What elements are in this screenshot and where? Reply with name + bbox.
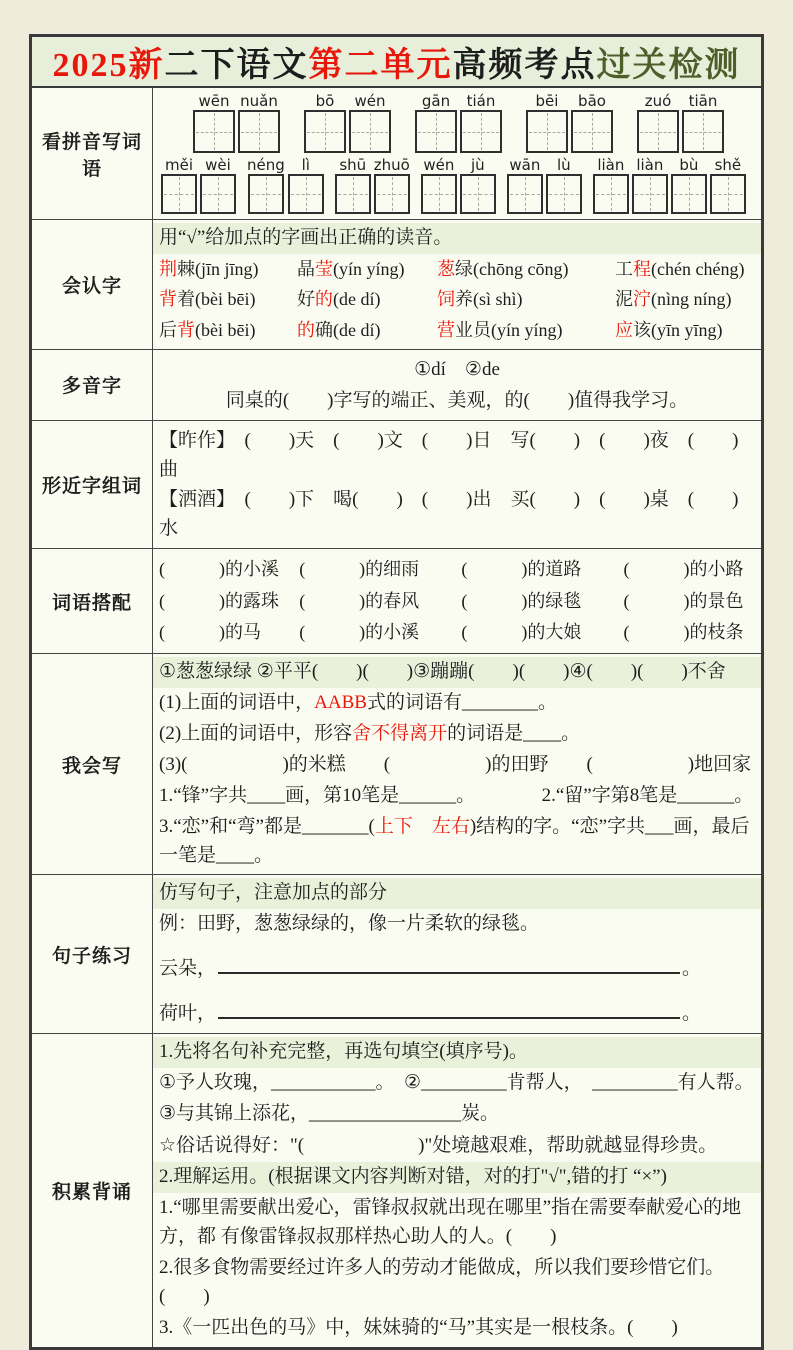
pinyin-box-cell	[304, 93, 346, 153]
xie-question-4: 1.“锋”字共____画，第10笔是______。 2.“留”字第8笔是______。	[159, 784, 754, 806]
text-segment: 舍不得离开	[352, 723, 448, 745]
pinyin-row-2	[153, 155, 761, 216]
text-segment: 式的词语有________。	[366, 692, 557, 714]
xingjin-line: 【昨作】 ( )天 ( )文 ( )日 写( ) ( )夜 ( )曲	[159, 429, 739, 480]
blank-suffix: 。	[682, 1002, 702, 1024]
text-segment: 的	[297, 319, 315, 340]
pinyin-label: tián	[466, 92, 496, 110]
text-segment: 上下 左右	[374, 815, 470, 837]
section-recognize-chars	[32, 220, 761, 350]
text-segment: (1)上面的词语中，	[159, 692, 315, 714]
collocation-item: ( )的绿毯	[461, 590, 582, 611]
pinyin-group	[415, 93, 502, 153]
collocation-item: ( )的小溪	[159, 559, 279, 580]
xie-question-1	[153, 688, 761, 719]
jilei-proverb: ☆俗话说得好："( )"处境越艰难，帮助就越显得珍贵。	[159, 1135, 718, 1157]
text-segment: 的词语是____。	[447, 723, 581, 745]
section-pinyin-words	[32, 88, 761, 220]
writing-box[interactable]	[421, 174, 457, 214]
jilei-fill-2: ③与其锦上添花，________________炭。	[159, 1102, 500, 1124]
jilei-judge-2: 2.很多食物需要经过许多人的劳动才能做成，所以我们要珍惜它们。( )	[159, 1256, 725, 1307]
section-label-jilei: 积累背诵	[32, 1034, 153, 1347]
word-entry	[437, 317, 587, 344]
writing-box[interactable]	[374, 174, 410, 214]
pinyin-box-cell	[421, 157, 457, 214]
pinyin-label: nuǎn	[240, 92, 278, 110]
pinyin-label: zuó	[644, 92, 672, 110]
text-segment: 确(de dí)	[315, 319, 381, 340]
writing-box[interactable]	[593, 174, 629, 214]
section-writing	[32, 654, 761, 875]
xie-question-5	[153, 812, 761, 872]
collocation-item: ( )的大娘	[461, 621, 582, 642]
writing-box[interactable]	[710, 174, 746, 214]
pinyin-group	[193, 93, 280, 153]
text-segment: 该(yīn yīng)	[633, 319, 723, 340]
pinyin-box-cell	[349, 93, 391, 153]
section-polyphone	[32, 350, 761, 421]
section-label-duoyin: 多音字	[32, 350, 153, 420]
pinyin-content	[153, 88, 761, 219]
pinyin-label: bēi	[535, 92, 559, 110]
pinyin-group	[335, 157, 410, 214]
word-entry	[615, 256, 761, 283]
text-segment: 棘(jīn jīng)	[177, 258, 259, 279]
pinyin-group	[161, 157, 236, 214]
juzi-example: 例：田野，葱葱绿绿的，像一片柔软的绿毯。	[159, 913, 540, 935]
juzi-blank-line-1	[153, 953, 761, 985]
text-segment: 业员(yín yíng)	[455, 319, 563, 340]
dapei-grid	[153, 552, 761, 650]
pinyin-label: gān	[421, 92, 451, 110]
jilei-fill-1: ①予人玫瑰，___________。 ②_________肯帮人， _________有人帮。	[159, 1071, 754, 1093]
pinyin-group	[593, 157, 746, 214]
pinyin-box-cell	[526, 93, 568, 153]
pinyin-group	[507, 157, 582, 214]
pinyin-box-cell	[460, 93, 502, 153]
word-entry	[297, 286, 409, 313]
pinyin-group	[421, 157, 496, 214]
word-entry	[159, 317, 269, 344]
pinyin-label: shě	[714, 156, 742, 174]
pinyin-label: lì	[301, 156, 310, 174]
pinyin-label: wén	[354, 92, 386, 110]
xie-question-2	[153, 719, 761, 750]
text-segment: (nìng níng)	[651, 289, 732, 310]
writing-box[interactable]	[288, 174, 324, 214]
pinyin-label: měi	[164, 156, 193, 174]
word-entry	[615, 317, 761, 344]
writing-box[interactable]	[571, 110, 613, 153]
section-label-xingjin: 形近字组词	[32, 421, 153, 549]
writing-box[interactable]	[200, 174, 236, 214]
text-segment: 泞	[633, 289, 651, 310]
xingjin-line: 【洒酒】 ( )下 喝( ) ( )出 买( ) ( )桌 ( )水	[159, 489, 739, 540]
juzi-content	[153, 875, 761, 1032]
collocation-item: ( )的露珠	[159, 590, 279, 611]
pinyin-box-cell	[637, 93, 679, 153]
pinyin-box-cell	[671, 157, 707, 214]
renzi-content	[153, 220, 761, 349]
duoyin-options: ①dí ②de	[414, 358, 500, 380]
dapei-content	[153, 549, 761, 653]
text-segment: AABB	[314, 692, 367, 714]
renzi-grid	[153, 254, 761, 346]
xie-words-line: ①葱葱绿绿 ②平平( )( )③蹦蹦( )( )④( )( )不舍	[153, 657, 761, 688]
writing-box[interactable]	[632, 174, 668, 214]
text-segment: 后	[159, 319, 177, 340]
answer-blank[interactable]	[218, 954, 680, 974]
pinyin-group	[304, 93, 391, 153]
pinyin-group	[526, 93, 613, 153]
text-segment: 背	[177, 319, 195, 340]
section-collocation	[32, 549, 761, 654]
xie-question-3: (3)( )的米糕 ( )的田野 ( )地回家	[159, 753, 752, 775]
writing-box[interactable]	[415, 110, 457, 153]
xie-content	[153, 654, 761, 874]
text-segment: 饲	[437, 289, 455, 310]
pinyin-box-cell	[288, 157, 324, 214]
pinyin-box-cell	[460, 157, 496, 214]
writing-box[interactable]	[335, 174, 371, 214]
text-segment: 2025新	[52, 47, 165, 84]
text-segment: 背	[159, 289, 177, 310]
pinyin-group	[637, 93, 724, 153]
writing-box[interactable]	[546, 174, 582, 214]
writing-box[interactable]	[304, 110, 346, 153]
section-similar-chars	[32, 421, 761, 550]
text-segment: 二下语文	[164, 47, 309, 84]
juzi-instruction: 仿写句子，注意加点的部分	[153, 878, 761, 909]
word-entry	[159, 256, 269, 283]
text-segment: 3.“恋”和“弯”都是_______(	[159, 815, 375, 837]
pinyin-box-cell	[247, 157, 285, 214]
text-segment: 营	[437, 319, 455, 340]
writing-box[interactable]	[238, 110, 280, 153]
pinyin-label: zhuō	[373, 156, 410, 174]
writing-box[interactable]	[248, 174, 284, 214]
writing-box[interactable]	[507, 174, 543, 214]
writing-box[interactable]	[671, 174, 707, 214]
duoyin-sentence: 同桌的( )字写的端正、美观，的( )值得我学习。	[225, 389, 689, 411]
collocation-item: ( )的小溪	[299, 621, 420, 642]
blank-prefix: 云朵，	[159, 958, 217, 980]
section-label-pinyin: 看拼音写词语	[32, 88, 153, 219]
renzi-instruction: 用“√”给加点的字画出正确的读音。	[153, 223, 761, 254]
pinyin-box-cell	[238, 93, 280, 153]
pinyin-label: liàn	[597, 156, 625, 174]
text-segment: (2)上面的词语中，形容	[159, 723, 353, 745]
jilei-judge-1: 1.“哪里需要献出爱心，雷锋叔叔就出现在哪里”指在需要奉献爱心的地方，都 有像雷锋叔叔那样热心助人的人。( )	[159, 1197, 742, 1248]
text-segment: 好	[297, 289, 315, 310]
collocation-item: ( )的小路	[623, 559, 744, 580]
pinyin-group	[247, 157, 324, 214]
collocation-item: ( )的春风	[299, 590, 420, 611]
pinyin-label: jù	[471, 156, 485, 174]
pinyin-box-cell	[571, 93, 613, 153]
text-segment: (bèi bēi)	[195, 319, 256, 340]
section-accumulate-recite	[32, 1034, 761, 1347]
collocation-item: ( )的细雨	[299, 559, 420, 580]
text-segment: 绿(chōng cōng)	[455, 258, 569, 279]
text-segment: 应	[615, 319, 633, 340]
text-segment: 第二单元	[308, 47, 453, 84]
writing-box[interactable]	[349, 110, 391, 153]
pinyin-row-1	[153, 91, 761, 155]
word-entry	[437, 286, 587, 313]
text-segment: 泥	[615, 289, 633, 310]
text-segment: 过关检测	[596, 47, 741, 84]
pinyin-box-cell	[374, 157, 410, 214]
pinyin-box-cell	[710, 157, 746, 214]
duoyin-content	[153, 350, 761, 420]
text-segment: 的	[315, 289, 333, 310]
word-entry	[615, 286, 761, 313]
jilei-judge-3: 3.《一匹出色的马》中，妹妹骑的“马”其实是一根枝条。( )	[159, 1316, 678, 1338]
word-entry	[297, 256, 409, 283]
pinyin-box-cell	[593, 157, 629, 214]
pinyin-label: wèi	[205, 156, 231, 174]
pinyin-box-cell	[507, 157, 543, 214]
word-entry	[159, 286, 269, 313]
pinyin-label: liàn	[636, 156, 664, 174]
writing-box[interactable]	[526, 110, 568, 153]
word-entry	[297, 317, 409, 344]
juzi-blank-line-2	[153, 998, 761, 1030]
text-segment: 工	[615, 258, 633, 279]
pinyin-label: wān	[509, 156, 541, 174]
writing-box[interactable]	[193, 110, 235, 153]
answer-blank[interactable]	[218, 999, 680, 1019]
pinyin-box-cell	[632, 157, 668, 214]
pinyin-box-cell	[546, 157, 582, 214]
text-segment: (yín yíng)	[333, 258, 405, 279]
collocation-item: ( )的马	[159, 621, 261, 642]
jilei-instruction-1: 1.先将名句补充完整，再选句填空(填序号)。	[153, 1037, 761, 1068]
collocation-item: ( )的枝条	[623, 621, 744, 642]
word-entry	[437, 256, 587, 283]
pinyin-label: bù	[679, 156, 699, 174]
jilei-instruction-2: 2.理解运用。(根据课文内容判断对错，对的打"√",错的打 “×”)	[153, 1162, 761, 1193]
text-segment: 莹	[315, 258, 333, 279]
page-title	[32, 37, 761, 88]
pinyin-label: tiān	[688, 92, 718, 110]
text-segment: (chén chéng)	[651, 258, 745, 279]
blank-prefix: 荷叶，	[159, 1002, 217, 1024]
writing-box[interactable]	[682, 110, 724, 153]
pinyin-label: wén	[423, 156, 455, 174]
text-segment: 高频考点	[452, 47, 597, 84]
pinyin-label: bō	[315, 92, 335, 110]
text-segment: (de dí)	[333, 289, 381, 310]
text-segment: 程	[633, 258, 651, 279]
collocation-item: ( )的道路	[461, 559, 582, 580]
writing-box[interactable]	[161, 174, 197, 214]
section-label-renzi: 会认字	[32, 220, 153, 349]
jilei-content	[153, 1034, 761, 1347]
collocation-item: ( )的景色	[623, 590, 744, 611]
blank-suffix: 。	[682, 958, 702, 980]
text-segment: )结构的字。“恋”字共___画，最后一笔是____。	[159, 815, 750, 866]
pinyin-box-cell	[415, 93, 457, 153]
pinyin-label: lù	[557, 156, 571, 174]
pinyin-label: néng	[247, 156, 285, 174]
text-segment: 养(sì shì)	[455, 289, 523, 310]
text-segment: 晶	[297, 258, 315, 279]
xingjin-content	[153, 421, 761, 549]
text-segment: 着(bèi bēi)	[177, 289, 256, 310]
section-label-dapei: 词语搭配	[32, 549, 153, 653]
section-label-juzi: 句子练习	[32, 875, 153, 1032]
pinyin-label: shū	[339, 156, 367, 174]
section-sentence-practice	[32, 875, 761, 1033]
writing-box[interactable]	[637, 110, 679, 153]
pinyin-label: wēn	[198, 92, 230, 110]
section-label-xie: 我会写	[32, 654, 153, 874]
pinyin-box-cell	[200, 157, 236, 214]
pinyin-box-cell	[682, 93, 724, 153]
pinyin-box-cell	[335, 157, 371, 214]
text-segment: 葱	[437, 258, 455, 279]
pinyin-box-cell	[193, 93, 235, 153]
writing-box[interactable]	[460, 110, 502, 153]
pinyin-label: bāo	[578, 92, 606, 110]
text-segment: 荆	[159, 258, 177, 279]
worksheet	[29, 34, 764, 1350]
pinyin-box-cell	[161, 157, 197, 214]
writing-box[interactable]	[460, 174, 496, 214]
